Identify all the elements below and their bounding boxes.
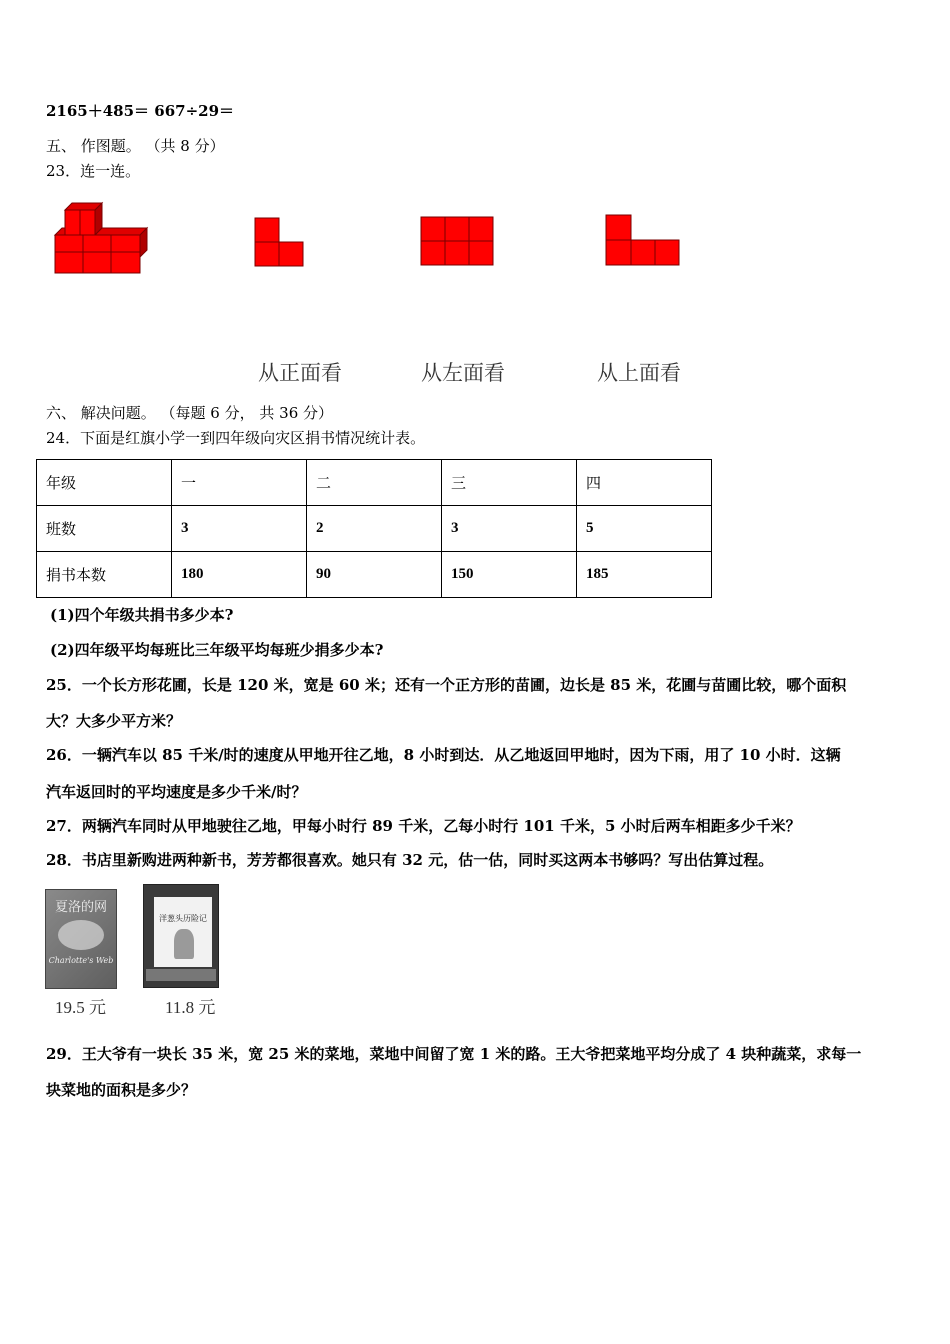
table-cell: 2 [307, 506, 442, 552]
question-29-line-1: 29．王大爷有一块长 35 米，宽 25 米的菜地，菜地中间留了宽 1 米的路。王大爷把菜地平均分成了 4 块种蔬菜，求每一 [46, 1045, 862, 1063]
table-header-row [37, 460, 712, 506]
book-cover-onion-adventure [143, 884, 219, 988]
table-header-cell: 四 [577, 460, 712, 506]
view-shape-a [254, 217, 306, 269]
question-26-line-2: 汽车返回时的平均速度是多少千米/时？ [46, 783, 307, 801]
view-shape-b [420, 216, 495, 268]
question-23: 23．连一连。 [46, 162, 141, 180]
table-cell: 班数 [37, 506, 172, 552]
book-title-1: 夏洛的网 [54, 900, 107, 915]
section-5-title: 五、 作图题。 （共 8 分） [46, 137, 225, 155]
table-cell: 5 [577, 506, 712, 552]
question-26-line-1: 26．一辆汽车以 85 千米/时的速度从甲地开往乙地，8 小时到达．从乙地返回甲地时，因为下雨，用了 10 小时．这辆 [46, 746, 841, 764]
table-cell: 捐书本数 [37, 552, 172, 598]
table-cell: 185 [577, 552, 712, 598]
book-price-2: 11.8 元 [165, 998, 216, 1017]
donation-table [36, 459, 712, 598]
book-title-2: 洋葱头历险记 [159, 914, 207, 923]
question-27: 27．两辆汽车同时从甲地驶往乙地，甲每小时行 89 千米，乙每小时行 101 千米，5 小时后两车相距多少千米？ [46, 817, 801, 835]
calc-line: 2165＋485＝ 667÷29＝ [46, 102, 235, 120]
question-25-line-2: 大？大多少平方米？ [46, 712, 182, 730]
section-6-title: 六、 解决问题。 （每题 6 分， 共 36 分） [46, 404, 334, 422]
view-label-front: 从正面看 [258, 361, 342, 385]
table-cell: 150 [442, 552, 577, 598]
question-29-line-2: 块菜地的面积是多少？ [46, 1081, 197, 1099]
book-cover-charlottes-web [45, 889, 117, 989]
question-24: 24．下面是红旗小学一到四年级向灾区捐书情况统计表。 [46, 429, 426, 447]
table-cell: 90 [307, 552, 442, 598]
view-label-top: 从上面看 [597, 361, 681, 385]
question-25-line-1: 25．一个长方形花圃，长是 120 米，宽是 60 米；还有一个正方形的苗圃，边长是 85 米，花圃与苗圃比较，哪个面积 [46, 676, 847, 694]
table-header-cell: 三 [442, 460, 577, 506]
question-28: 28．书店里新购进两种新书，芳芳都很喜欢。她只有 32 元，估一估，同时买这两本书够吗？写出估算过程。 [46, 851, 774, 869]
question-24-sub-2: (2)四年级平均每班比三年级平均每班少捐多少本? [50, 641, 384, 659]
cube-stack-figure [50, 200, 160, 280]
question-24-sub-1: (1)四个年级共捐书多少本? [50, 606, 234, 624]
view-label-left: 从左面看 [421, 361, 505, 385]
table-cell: 3 [172, 506, 307, 552]
table-cell: 3 [442, 506, 577, 552]
view-shape-c [605, 214, 681, 268]
table-header-cell: 一 [172, 460, 307, 506]
book-illustration [58, 920, 104, 950]
table-row [37, 552, 712, 598]
table-cell: 180 [172, 552, 307, 598]
table-header-cell: 年级 [37, 460, 172, 506]
book-price-1: 19.5 元 [55, 998, 106, 1017]
table-row [37, 506, 712, 552]
book-subtitle-1: Charlotte's Web [48, 956, 114, 965]
book-bottom-band [146, 969, 216, 981]
book-illustration [174, 929, 194, 959]
table-header-cell: 二 [307, 460, 442, 506]
